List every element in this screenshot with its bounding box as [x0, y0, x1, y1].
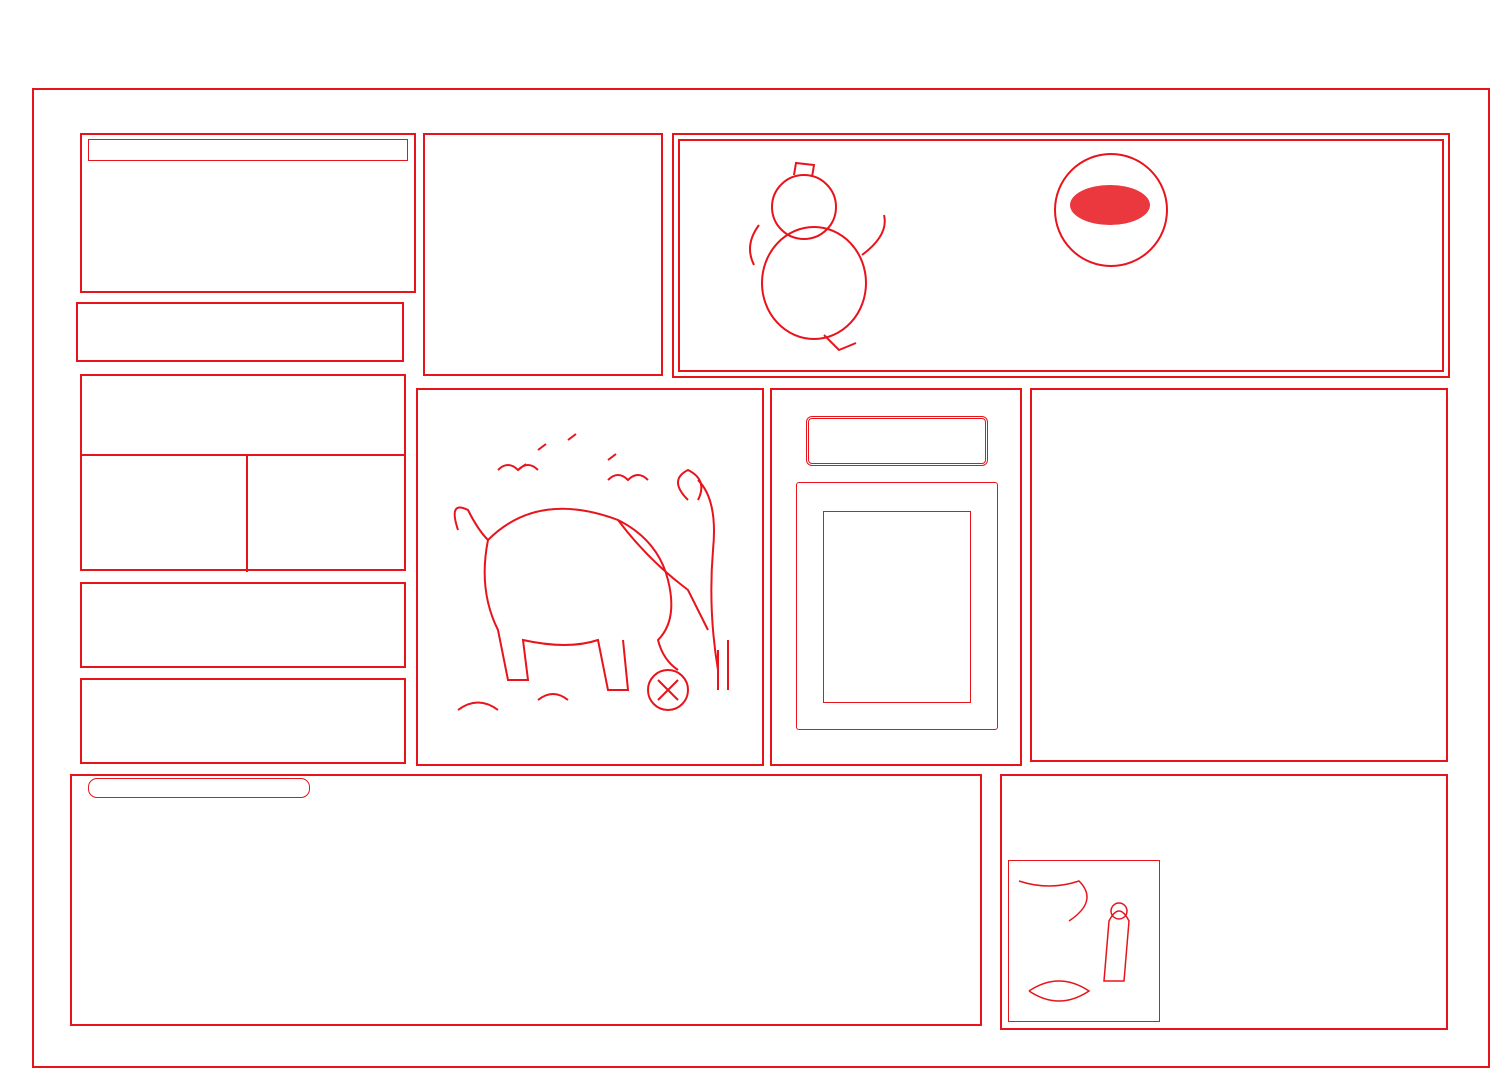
picture-solver: [1000, 774, 1448, 1030]
seal-icon: [1054, 153, 1168, 267]
hot-cold-title: [88, 139, 408, 161]
brand-strip-top: [70, 96, 1470, 118]
fortune-box: [423, 133, 663, 376]
treasure-title: [806, 416, 988, 466]
puzzle-picture: [416, 388, 764, 766]
solver-illustration: [1008, 860, 1160, 1022]
hot-cold-table: [80, 133, 416, 293]
open-numbers: [80, 582, 406, 668]
draw-title: [88, 778, 310, 798]
draw-results: [70, 774, 982, 1026]
last-result-strip: [76, 302, 404, 362]
analysis-panel: [1030, 388, 1448, 762]
banner: [672, 133, 1450, 378]
draw-grid: [342, 776, 982, 1026]
brand-strip-left: [38, 120, 66, 1060]
open-panel: [80, 374, 406, 571]
scroll: [796, 482, 998, 730]
brand-strip-right: [1462, 120, 1488, 1050]
elephant-illustration: [418, 390, 762, 762]
gourd-icon: [744, 155, 894, 355]
special-gift: [80, 678, 406, 764]
treasure-panel: [770, 388, 1022, 766]
